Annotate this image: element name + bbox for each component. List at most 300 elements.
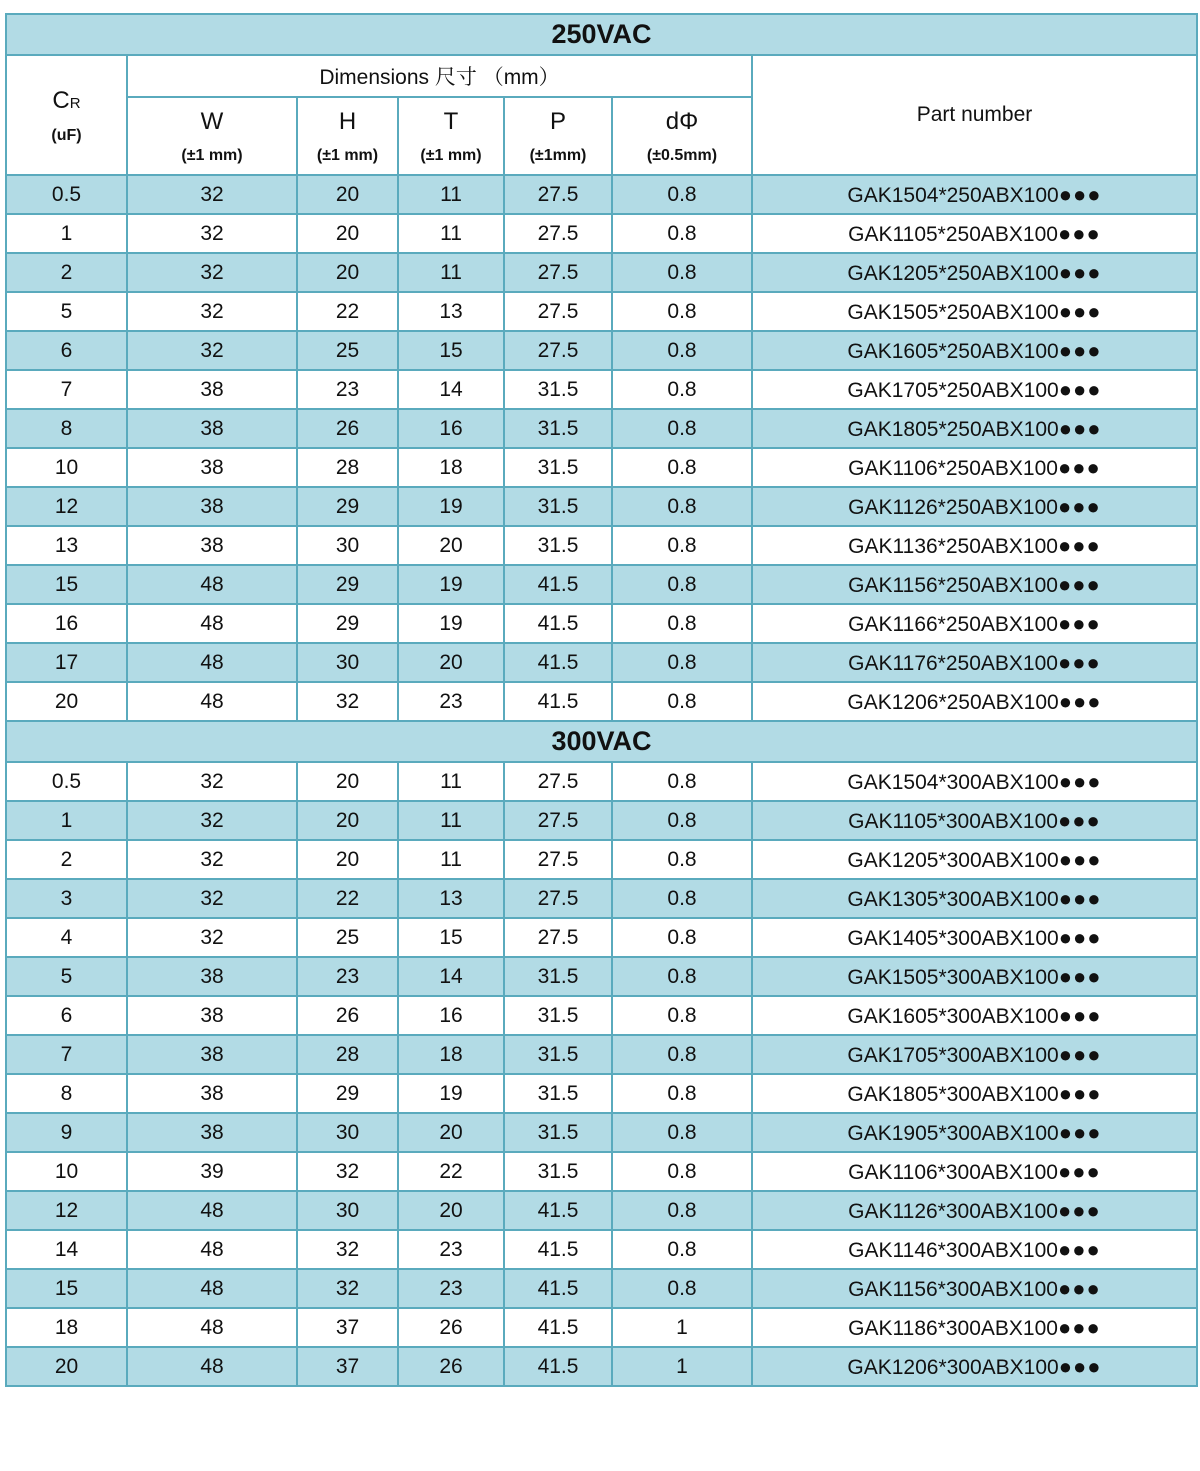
height-cell: 20 (297, 175, 398, 214)
height-cell: 37 (297, 1308, 398, 1347)
width-cell: 32 (127, 292, 297, 331)
capacitance-cell: 3 (6, 879, 127, 918)
width-cell: 48 (127, 604, 297, 643)
pitch-cell: 27.5 (504, 331, 612, 370)
width-cell: 32 (127, 801, 297, 840)
capacitance-cell: 4 (6, 918, 127, 957)
capacitance-cell: 7 (6, 1035, 127, 1074)
width-cell: 38 (127, 996, 297, 1035)
width-cell: 38 (127, 957, 297, 996)
table-row (6, 370, 1197, 409)
table-row (6, 175, 1197, 214)
width-cell: 48 (127, 1308, 297, 1347)
thickness-cell: 22 (398, 1152, 504, 1191)
lead-diameter-cell: 0.8 (612, 643, 752, 682)
pitch-cell: 31.5 (504, 996, 612, 1035)
section-title: 250VAC (6, 14, 1197, 55)
capacitance-cell: 10 (6, 448, 127, 487)
lead-diameter-cell: 0.8 (612, 918, 752, 957)
capacitance-cell: 7 (6, 370, 127, 409)
width-cell: 38 (127, 1113, 297, 1152)
part-number-suffix-dots: ●●● (1058, 688, 1102, 714)
part-number-cell (752, 1152, 1197, 1191)
width-cell: 48 (127, 1269, 297, 1308)
capacitance-cell: 1 (6, 214, 127, 253)
part-number-suffix-dots: ●●● (1058, 924, 1102, 950)
part-number-suffix-dots: ●●● (1058, 1353, 1102, 1379)
table-row (6, 604, 1197, 643)
capacitance-cell: 0.5 (6, 175, 127, 214)
part-number-suffix-dots: ●●● (1058, 1119, 1102, 1145)
capacitance-cell: 6 (6, 331, 127, 370)
part-number-cell (752, 1191, 1197, 1230)
thickness-cell: 18 (398, 1035, 504, 1074)
part-number-suffix-dots: ●●● (1058, 415, 1102, 441)
height-cell: 22 (297, 292, 398, 331)
capacitance-cell: 15 (6, 1269, 127, 1308)
col-header-p: P (±1mm) (504, 97, 612, 175)
part-number-cell (752, 682, 1197, 721)
height-cell: 30 (297, 526, 398, 565)
thickness-cell: 19 (398, 604, 504, 643)
width-cell: 48 (127, 1347, 297, 1386)
height-cell: 30 (297, 1191, 398, 1230)
part-number-code: GAK1504*250ABX100 (847, 183, 1059, 207)
thickness-cell: 11 (398, 175, 504, 214)
capacitance-cell: 5 (6, 957, 127, 996)
part-number-code: GAK1105*250ABX100 (848, 222, 1058, 246)
thickness-cell: 11 (398, 214, 504, 253)
thickness-cell: 11 (398, 801, 504, 840)
thickness-cell: 19 (398, 565, 504, 604)
height-cell: 29 (297, 604, 398, 643)
part-number-code: GAK1205*250ABX100 (847, 261, 1059, 285)
part-number-cell (752, 996, 1197, 1035)
part-number-suffix-dots: ●●● (1057, 649, 1101, 675)
part-number-cell (752, 879, 1197, 918)
table-row (6, 918, 1197, 957)
part-number-suffix-dots: ●●● (1058, 768, 1102, 794)
part-number-code: GAK1805*250ABX100 (847, 417, 1059, 441)
table-row (6, 801, 1197, 840)
lead-diameter-cell: 0.8 (612, 957, 752, 996)
lead-diameter-cell: 0.8 (612, 879, 752, 918)
lead-diameter-cell: 0.8 (612, 448, 752, 487)
pitch-cell: 27.5 (504, 175, 612, 214)
part-number-code: GAK1136*250ABX100 (848, 534, 1058, 558)
width-cell: 38 (127, 526, 297, 565)
table-row (6, 957, 1197, 996)
lead-diameter-cell: 0.8 (612, 1191, 752, 1230)
part-number-cell (752, 448, 1197, 487)
part-number-code: GAK1305*300ABX100 (847, 887, 1059, 911)
capacitance-cell: 6 (6, 996, 127, 1035)
capacitance-unit: (uF) (51, 126, 82, 144)
thickness-cell: 26 (398, 1347, 504, 1386)
height-cell: 20 (297, 840, 398, 879)
pitch-cell: 31.5 (504, 1152, 612, 1191)
height-cell: 26 (297, 996, 398, 1035)
pitch-cell: 41.5 (504, 1269, 612, 1308)
part-number-code: GAK1705*300ABX100 (847, 1043, 1059, 1067)
height-cell: 30 (297, 1113, 398, 1152)
table-row (6, 1035, 1197, 1074)
header-row-top (6, 55, 1197, 97)
height-cell: 20 (297, 762, 398, 801)
capacitance-header (6, 55, 127, 175)
lead-diameter-cell: 0.8 (612, 526, 752, 565)
height-cell: 29 (297, 487, 398, 526)
height-cell: 22 (297, 879, 398, 918)
table-row (6, 331, 1197, 370)
part-number-suffix-dots: ●●● (1058, 181, 1102, 207)
part-number-cell (752, 1269, 1197, 1308)
part-number-suffix-dots: ●●● (1058, 337, 1102, 363)
pitch-cell: 27.5 (504, 762, 612, 801)
part-number-cell (752, 840, 1197, 879)
part-number-code: GAK1176*250ABX100 (848, 651, 1058, 675)
lead-diameter-cell: 0.8 (612, 1074, 752, 1113)
part-number-code: GAK1605*300ABX100 (847, 1004, 1059, 1028)
pitch-cell: 27.5 (504, 918, 612, 957)
pitch-cell: 41.5 (504, 682, 612, 721)
capacitance-cell: 12 (6, 487, 127, 526)
table-row (6, 526, 1197, 565)
height-cell: 32 (297, 682, 398, 721)
height-cell: 29 (297, 565, 398, 604)
capacitance-cell: 0.5 (6, 762, 127, 801)
height-cell: 32 (297, 1269, 398, 1308)
part-number-code: GAK1146*300ABX100 (848, 1238, 1058, 1262)
width-cell: 38 (127, 1074, 297, 1113)
thickness-cell: 11 (398, 840, 504, 879)
capacitance-cell: 2 (6, 253, 127, 292)
thickness-cell: 16 (398, 409, 504, 448)
lead-diameter-cell: 0.8 (612, 1152, 752, 1191)
lead-diameter-cell: 0.8 (612, 565, 752, 604)
lead-diameter-cell: 0.8 (612, 1113, 752, 1152)
thickness-cell: 14 (398, 957, 504, 996)
part-number-code: GAK1166*250ABX100 (848, 612, 1058, 636)
height-cell: 29 (297, 1074, 398, 1113)
lead-diameter-cell: 0.8 (612, 214, 752, 253)
part-number-code: GAK1205*300ABX100 (847, 848, 1059, 872)
width-cell: 48 (127, 1191, 297, 1230)
pitch-cell: 31.5 (504, 448, 612, 487)
table-row (6, 1308, 1197, 1347)
lead-diameter-cell: 0.8 (612, 292, 752, 331)
lead-diameter-cell: 1 (612, 1308, 752, 1347)
pitch-cell: 27.5 (504, 253, 612, 292)
part-number-cell (752, 1035, 1197, 1074)
col-header-d: dΦ (±0.5mm) (612, 97, 752, 175)
lead-diameter-cell: 0.8 (612, 253, 752, 292)
part-number-cell (752, 801, 1197, 840)
pitch-cell: 31.5 (504, 1113, 612, 1152)
part-number-code: GAK1106*300ABX100 (848, 1160, 1058, 1184)
capacitance-cell: 9 (6, 1113, 127, 1152)
table-row (6, 879, 1197, 918)
thickness-cell: 20 (398, 1113, 504, 1152)
spec-table-wrapper (5, 13, 1196, 1387)
pitch-cell: 41.5 (504, 604, 612, 643)
part-number-code: GAK1126*300ABX100 (848, 1199, 1058, 1223)
table-row (6, 1230, 1197, 1269)
part-number-suffix-dots: ●●● (1058, 846, 1102, 872)
part-number-cell (752, 526, 1197, 565)
bottom-margin (0, 1462, 1200, 1471)
capacitance-cell: 16 (6, 604, 127, 643)
capacitor-spec-table (5, 13, 1198, 1387)
table-row (6, 762, 1197, 801)
width-cell: 38 (127, 1035, 297, 1074)
thickness-cell: 26 (398, 1308, 504, 1347)
part-number-suffix-dots: ●●● (1057, 493, 1101, 519)
pitch-cell: 31.5 (504, 957, 612, 996)
part-number-cell (752, 1074, 1197, 1113)
capacitance-cell: 1 (6, 801, 127, 840)
part-number-suffix-dots: ●●● (1058, 376, 1102, 402)
table-row (6, 682, 1197, 721)
pitch-cell: 27.5 (504, 801, 612, 840)
height-cell: 32 (297, 1152, 398, 1191)
section-title: 300VAC (6, 721, 1197, 762)
pitch-cell: 31.5 (504, 1074, 612, 1113)
width-cell: 48 (127, 565, 297, 604)
part-number-suffix-dots: ●●● (1057, 220, 1101, 246)
thickness-cell: 11 (398, 253, 504, 292)
thickness-cell: 23 (398, 1230, 504, 1269)
height-cell: 25 (297, 331, 398, 370)
width-cell: 32 (127, 253, 297, 292)
pitch-cell: 27.5 (504, 879, 612, 918)
part-number-cell (752, 253, 1197, 292)
part-number-suffix-dots: ●●● (1058, 1080, 1102, 1106)
part-number-cell (752, 1347, 1197, 1386)
thickness-cell: 13 (398, 292, 504, 331)
lead-diameter-cell: 0.8 (612, 487, 752, 526)
table-row (6, 1074, 1197, 1113)
thickness-cell: 13 (398, 879, 504, 918)
lead-diameter-cell: 0.8 (612, 604, 752, 643)
thickness-cell: 15 (398, 331, 504, 370)
lead-diameter-cell: 0.8 (612, 175, 752, 214)
thickness-cell: 19 (398, 487, 504, 526)
lead-diameter-cell: 1 (612, 1347, 752, 1386)
width-cell: 48 (127, 682, 297, 721)
pitch-cell: 41.5 (504, 565, 612, 604)
table-row (6, 840, 1197, 879)
thickness-cell: 14 (398, 370, 504, 409)
pitch-cell: 31.5 (504, 526, 612, 565)
part-number-suffix-dots: ●●● (1057, 1158, 1101, 1184)
part-number-cell (752, 331, 1197, 370)
part-number-suffix-dots: ●●● (1057, 454, 1101, 480)
lead-diameter-cell: 0.8 (612, 682, 752, 721)
part-number-code: GAK1105*300ABX100 (848, 809, 1058, 833)
capacitance-cell: 13 (6, 526, 127, 565)
pitch-cell: 31.5 (504, 1035, 612, 1074)
capacitance-cell: 8 (6, 409, 127, 448)
table-row (6, 253, 1197, 292)
width-cell: 32 (127, 918, 297, 957)
thickness-cell: 20 (398, 526, 504, 565)
part-number-cell (752, 175, 1197, 214)
height-cell: 32 (297, 1230, 398, 1269)
table-row (6, 1152, 1197, 1191)
capacitance-cell: 17 (6, 643, 127, 682)
pitch-cell: 31.5 (504, 370, 612, 409)
thickness-cell: 18 (398, 448, 504, 487)
thickness-cell: 23 (398, 1269, 504, 1308)
capacitance-symbol: CR (52, 86, 81, 114)
height-cell: 37 (297, 1347, 398, 1386)
thickness-cell: 16 (398, 996, 504, 1035)
lead-diameter-cell: 0.8 (612, 996, 752, 1035)
part-number-code: GAK1156*300ABX100 (848, 1277, 1058, 1301)
section-title-row (6, 721, 1197, 762)
capacitance-cell: 5 (6, 292, 127, 331)
table-row (6, 996, 1197, 1035)
capacitance-cell: 20 (6, 682, 127, 721)
width-cell: 38 (127, 487, 297, 526)
part-number-code: GAK1206*250ABX100 (847, 690, 1059, 714)
capacitance-cell: 20 (6, 1347, 127, 1386)
width-cell: 32 (127, 214, 297, 253)
width-cell: 38 (127, 370, 297, 409)
table-row (6, 1191, 1197, 1230)
part-number-cell (752, 292, 1197, 331)
part-number-suffix-dots: ●●● (1057, 1236, 1101, 1262)
part-number-code: GAK1505*250ABX100 (847, 300, 1059, 324)
table-row (6, 487, 1197, 526)
part-number-code: GAK1186*300ABX100 (848, 1316, 1058, 1340)
table-row (6, 1269, 1197, 1308)
part-number-suffix-dots: ●●● (1057, 610, 1101, 636)
lead-diameter-cell: 0.8 (612, 409, 752, 448)
pitch-cell: 27.5 (504, 292, 612, 331)
pitch-cell: 41.5 (504, 643, 612, 682)
part-number-code: GAK1156*250ABX100 (848, 573, 1058, 597)
thickness-cell: 15 (398, 918, 504, 957)
capacitance-cell: 2 (6, 840, 127, 879)
pitch-cell: 31.5 (504, 487, 612, 526)
thickness-cell: 20 (398, 1191, 504, 1230)
part-number-suffix-dots: ●●● (1057, 807, 1101, 833)
lead-diameter-cell: 0.8 (612, 801, 752, 840)
part-number-suffix-dots: ●●● (1058, 298, 1102, 324)
table-row (6, 448, 1197, 487)
part-number-suffix-dots: ●●● (1058, 1002, 1102, 1028)
lead-diameter-cell: 0.8 (612, 762, 752, 801)
part-number-suffix-dots: ●●● (1058, 259, 1102, 285)
height-cell: 30 (297, 643, 398, 682)
part-number-header: Part number (752, 55, 1197, 175)
table-row (6, 292, 1197, 331)
col-header-h: H (±1 mm) (297, 97, 398, 175)
lead-diameter-cell: 0.8 (612, 1035, 752, 1074)
part-number-suffix-dots: ●●● (1057, 532, 1101, 558)
thickness-cell: 20 (398, 643, 504, 682)
height-cell: 28 (297, 448, 398, 487)
height-cell: 23 (297, 957, 398, 996)
height-cell: 23 (297, 370, 398, 409)
part-number-suffix-dots: ●●● (1058, 1041, 1102, 1067)
width-cell: 48 (127, 1230, 297, 1269)
width-cell: 32 (127, 762, 297, 801)
lead-diameter-cell: 0.8 (612, 1269, 752, 1308)
capacitance-cell: 10 (6, 1152, 127, 1191)
lead-diameter-cell: 0.8 (612, 370, 752, 409)
part-number-code: GAK1504*300ABX100 (847, 770, 1059, 794)
part-number-cell (752, 918, 1197, 957)
pitch-cell: 31.5 (504, 409, 612, 448)
part-number-code: GAK1405*300ABX100 (847, 926, 1059, 950)
capacitance-cell: 18 (6, 1308, 127, 1347)
width-cell: 32 (127, 879, 297, 918)
part-number-cell (752, 565, 1197, 604)
pitch-cell: 27.5 (504, 840, 612, 879)
part-number-cell (752, 957, 1197, 996)
part-number-cell (752, 214, 1197, 253)
lead-diameter-cell: 0.8 (612, 331, 752, 370)
part-number-suffix-dots: ●●● (1057, 1275, 1101, 1301)
col-header-t: T (±1 mm) (398, 97, 504, 175)
table-row (6, 565, 1197, 604)
capacitance-cell: 12 (6, 1191, 127, 1230)
part-number-code: GAK1206*300ABX100 (847, 1355, 1059, 1379)
table-row (6, 214, 1197, 253)
part-number-code: GAK1905*300ABX100 (847, 1121, 1059, 1145)
part-number-suffix-dots: ●●● (1057, 1314, 1101, 1340)
part-number-suffix-dots: ●●● (1058, 885, 1102, 911)
part-number-code: GAK1705*250ABX100 (847, 378, 1059, 402)
width-cell: 32 (127, 175, 297, 214)
part-number-code: GAK1126*250ABX100 (848, 495, 1058, 519)
height-cell: 28 (297, 1035, 398, 1074)
width-cell: 38 (127, 409, 297, 448)
width-cell: 32 (127, 840, 297, 879)
part-number-cell (752, 762, 1197, 801)
pitch-cell: 27.5 (504, 214, 612, 253)
part-number-code: GAK1605*250ABX100 (847, 339, 1059, 363)
part-number-cell (752, 409, 1197, 448)
part-number-cell (752, 643, 1197, 682)
width-cell: 32 (127, 331, 297, 370)
lead-diameter-cell: 0.8 (612, 1230, 752, 1269)
section-title-row (6, 14, 1197, 55)
part-number-code: GAK1505*300ABX100 (847, 965, 1059, 989)
thickness-cell: 23 (398, 682, 504, 721)
part-number-suffix-dots: ●●● (1057, 1197, 1101, 1223)
thickness-cell: 11 (398, 762, 504, 801)
width-cell: 38 (127, 448, 297, 487)
part-number-cell (752, 370, 1197, 409)
col-header-w: W (±1 mm) (127, 97, 297, 175)
pitch-cell: 41.5 (504, 1191, 612, 1230)
height-cell: 26 (297, 409, 398, 448)
part-number-cell (752, 1308, 1197, 1347)
part-number-cell (752, 487, 1197, 526)
table-row (6, 643, 1197, 682)
width-cell: 39 (127, 1152, 297, 1191)
part-number-cell (752, 1230, 1197, 1269)
thickness-cell: 19 (398, 1074, 504, 1113)
pitch-cell: 41.5 (504, 1230, 612, 1269)
part-number-cell (752, 1113, 1197, 1152)
table-row (6, 409, 1197, 448)
height-cell: 20 (297, 801, 398, 840)
